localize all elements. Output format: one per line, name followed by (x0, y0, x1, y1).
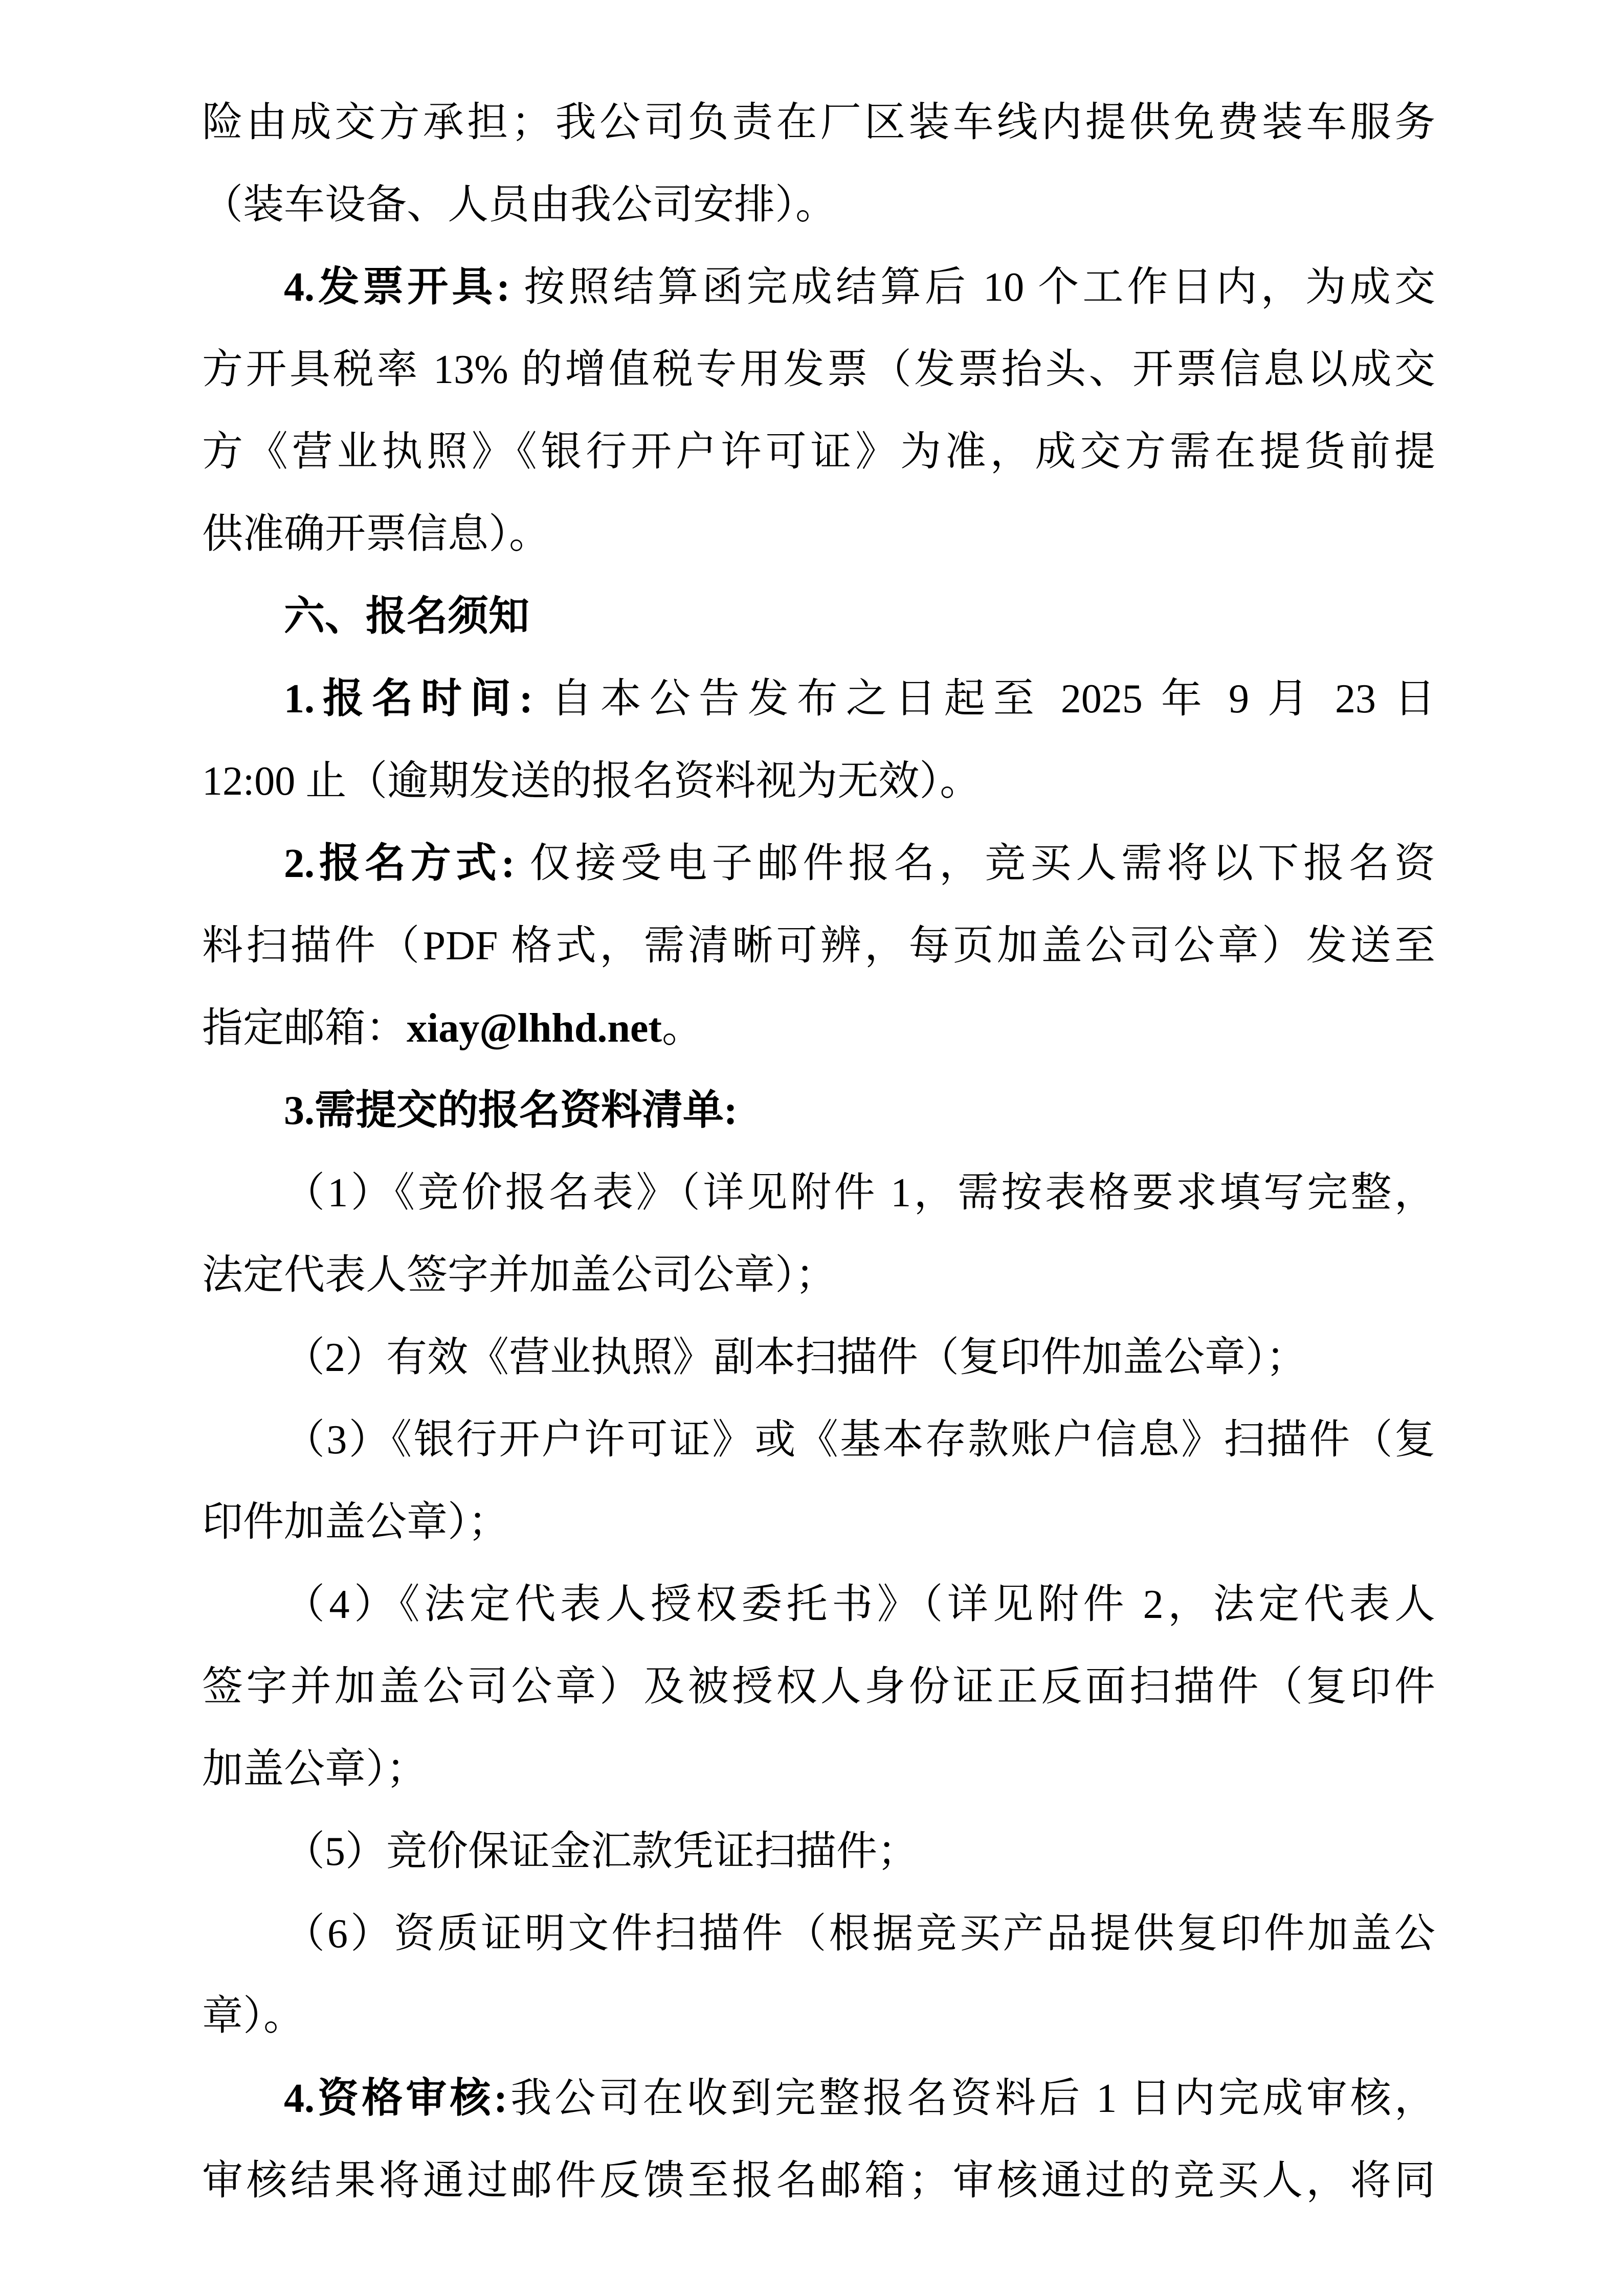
body-text: 供准确开票信息）。 (202, 512, 550, 557)
body-text: 自本公告发布之日起至 2025 年 9 月 23 日 (532, 677, 1436, 722)
text-line (202, 493, 1435, 576)
text-line (202, 2058, 1435, 2140)
body-text: 方《营业执照》《银行开户许可证》为准，成交方需在提货前提 (202, 430, 1435, 475)
body-text: 审核结果将通过邮件反馈至报名邮箱；审核通过的竞买人，将同 (202, 2158, 1435, 2203)
text-line (202, 1728, 1435, 1811)
body-text: 指定邮箱： (202, 1006, 407, 1051)
text-line (202, 1234, 1435, 1317)
text-line (202, 1481, 1435, 1564)
body-text: （6）资质证明文件扫描件（根据竞买产品提供复印件加盖公 (284, 1911, 1435, 1956)
body-text: （5）竞价保证金汇款凭证扫描件； (284, 1829, 918, 1874)
bold-text: 4.发票开具: (284, 265, 510, 310)
text-line (202, 1070, 1435, 1152)
text-line (202, 1811, 1435, 1893)
body-text: （2）有效《营业执照》副本扫描件（复印件加盖公章）； (284, 1335, 1307, 1380)
text-line (202, 2140, 1435, 2222)
body-text: 印件加盖公章）； (202, 1500, 509, 1545)
text-line (202, 246, 1435, 329)
body-text: 签字并加盖公司公章）及被授权人身份证正反面扫描件（复印件 (202, 1664, 1435, 1709)
body-text: 方开具税率 13% 的增值税专用发票（发票抬头、开票信息以成交 (202, 347, 1435, 392)
body-text: 料扫描件（PDF 格式，需清晰可辨，每页加盖公司公章）发送至 (202, 924, 1435, 969)
text-line (202, 1975, 1435, 2058)
text-line (202, 82, 1435, 164)
bold-text: 2.报名方式: (284, 841, 515, 886)
text-line (202, 905, 1435, 987)
body-text: 仅接受电子邮件报名，竞买人需将以下报名资 (515, 841, 1436, 886)
body-text: 加盖公章）； (202, 1747, 427, 1792)
body-text: 章）。 (202, 1994, 304, 2039)
bold-text: xiay@lhhd.net (407, 1006, 662, 1051)
bold-text: 六、报名须知 (284, 594, 529, 639)
bold-text: 3.需提交的报名资料清单: (284, 1088, 738, 1133)
text-line (202, 823, 1435, 905)
text-line (202, 329, 1435, 411)
text-line (202, 1152, 1435, 1234)
body-text: 法定代表人签字并加盖公司公章）； (202, 1253, 836, 1298)
text-line (202, 1893, 1435, 1975)
body-text: （1）《竞价报名表》（详见附件 1，需按表格要求填写完整， (284, 1170, 1435, 1215)
text-line (202, 1317, 1435, 1399)
body-text: 险由成交方承担；我公司负责在厂区装车线内提供免费装车服务 (202, 100, 1435, 145)
text-line (202, 164, 1435, 246)
document-body (202, 82, 1435, 2222)
text-line (202, 1399, 1435, 1481)
bold-text: 4.资格审核: (284, 2076, 508, 2121)
text-line (202, 1564, 1435, 1646)
body-text: 12:00 止（逾期发送的报名资料视为无效）。 (202, 759, 981, 804)
text-line (202, 987, 1435, 1070)
body-text: 按照结算函完成结算后 10 个工作日内，为成交 (510, 265, 1436, 310)
text-line (202, 411, 1435, 493)
body-text: （4）《法定代表人授权委托书》（详见附件 2，法定代表人 (284, 1582, 1435, 1627)
body-text: 。 (661, 1006, 703, 1051)
body-text: 我公司在收到完整报名资料后 1 日内完成审核， (507, 2076, 1435, 2121)
bold-text: 1.报名时间: (284, 677, 533, 722)
body-text: （装车设备、人员由我公司安排）。 (202, 183, 836, 228)
text-line (202, 1646, 1435, 1728)
body-text: （3）《银行开户许可证》或《基本存款账户信息》扫描件（复 (284, 1417, 1435, 1462)
text-line (202, 658, 1435, 740)
text-line (202, 740, 1435, 823)
text-line (202, 576, 1435, 658)
